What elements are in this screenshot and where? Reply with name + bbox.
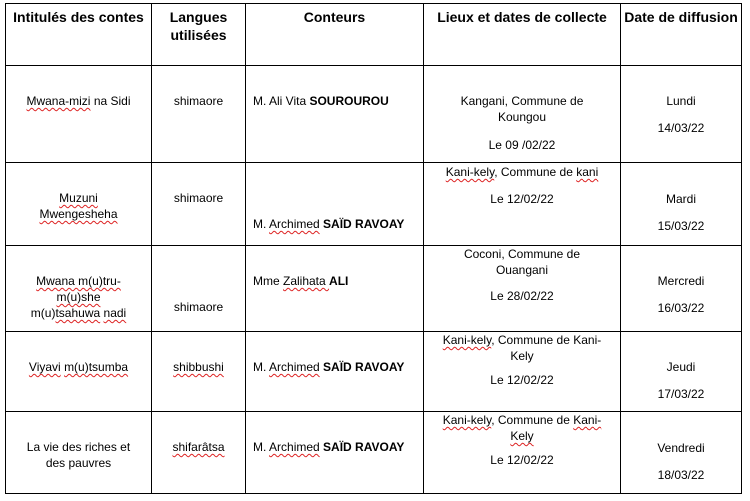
story-title: Viyavi m(u)tsumba <box>28 360 129 374</box>
header-row <box>6 4 742 66</box>
story-title: Mwana-mizi na Sidi <box>26 94 131 108</box>
header-broadcast: Date de diffusion <box>621 4 742 66</box>
story-language: shimaore <box>173 300 224 314</box>
collect-date: Le 09 /02/22 <box>488 138 556 152</box>
story-teller: Mme Zalihata ALI <box>253 274 349 288</box>
broadcast-day: Mercredi <box>657 274 705 288</box>
broadcast-date: 17/03/22 <box>657 387 705 401</box>
collect-date: Le 28/02/22 <box>490 289 554 303</box>
table-row <box>6 66 742 163</box>
story-teller: M. Archimed SAÏD RAVOAY <box>253 360 405 374</box>
story-language: shimaore <box>173 94 224 108</box>
broadcast-date: 14/03/22 <box>657 121 705 135</box>
collect-place: Kani-kely, Commune de Kani- Kely <box>442 333 602 363</box>
collect-place: Kangani, Commune de Koungou <box>460 94 584 124</box>
stories-table <box>5 3 742 494</box>
broadcast-day: Jeudi <box>666 360 696 374</box>
broadcast-day: Mardi <box>665 192 696 206</box>
header-tellers: Conteurs <box>246 4 424 66</box>
story-teller: M. Archimed SAÏD RAVOAY <box>253 440 405 454</box>
table-row <box>6 332 742 412</box>
broadcast-date: 16/03/22 <box>657 301 705 315</box>
header-titles: Intitulés des contes <box>6 4 152 66</box>
collect-place: Kani-kely, Commune de Kani- Kely <box>442 413 602 443</box>
story-language: shibbushi <box>173 360 224 374</box>
story-title: Muzuni Mwengesheha <box>39 191 118 221</box>
broadcast-date: 18/03/22 <box>657 468 705 482</box>
broadcast-day: Vendredi <box>657 441 705 455</box>
story-teller: M. Ali Vita SOUROUROU <box>253 94 389 108</box>
header-places: Lieux et dates de collecte <box>424 4 621 66</box>
broadcast-date: 15/03/22 <box>657 219 705 233</box>
collect-date: Le 12/02/22 <box>490 453 554 467</box>
story-title: Mwana m(u)tru- m(u)she m(u)tsahuwa nadi <box>30 274 127 320</box>
table-row <box>6 412 742 494</box>
story-teller: M. Archimed SAÏD RAVOAY <box>253 217 405 231</box>
broadcast-day: Lundi <box>666 94 696 108</box>
story-language: shifarâtsa <box>172 440 225 454</box>
header-languages: Langues utilisées <box>152 4 246 66</box>
story-language: shimaore <box>173 191 224 205</box>
collect-date: Le 12/02/22 <box>490 373 554 387</box>
story-title: La vie des riches et des pauvres <box>26 440 131 470</box>
table-row <box>6 163 742 246</box>
collect-place: Kani-kely, Commune de kani <box>445 165 599 179</box>
collect-date: Le 12/02/22 <box>490 192 554 206</box>
table-row <box>6 246 742 332</box>
collect-place: Coconi, Commune de Ouangani <box>463 247 581 277</box>
